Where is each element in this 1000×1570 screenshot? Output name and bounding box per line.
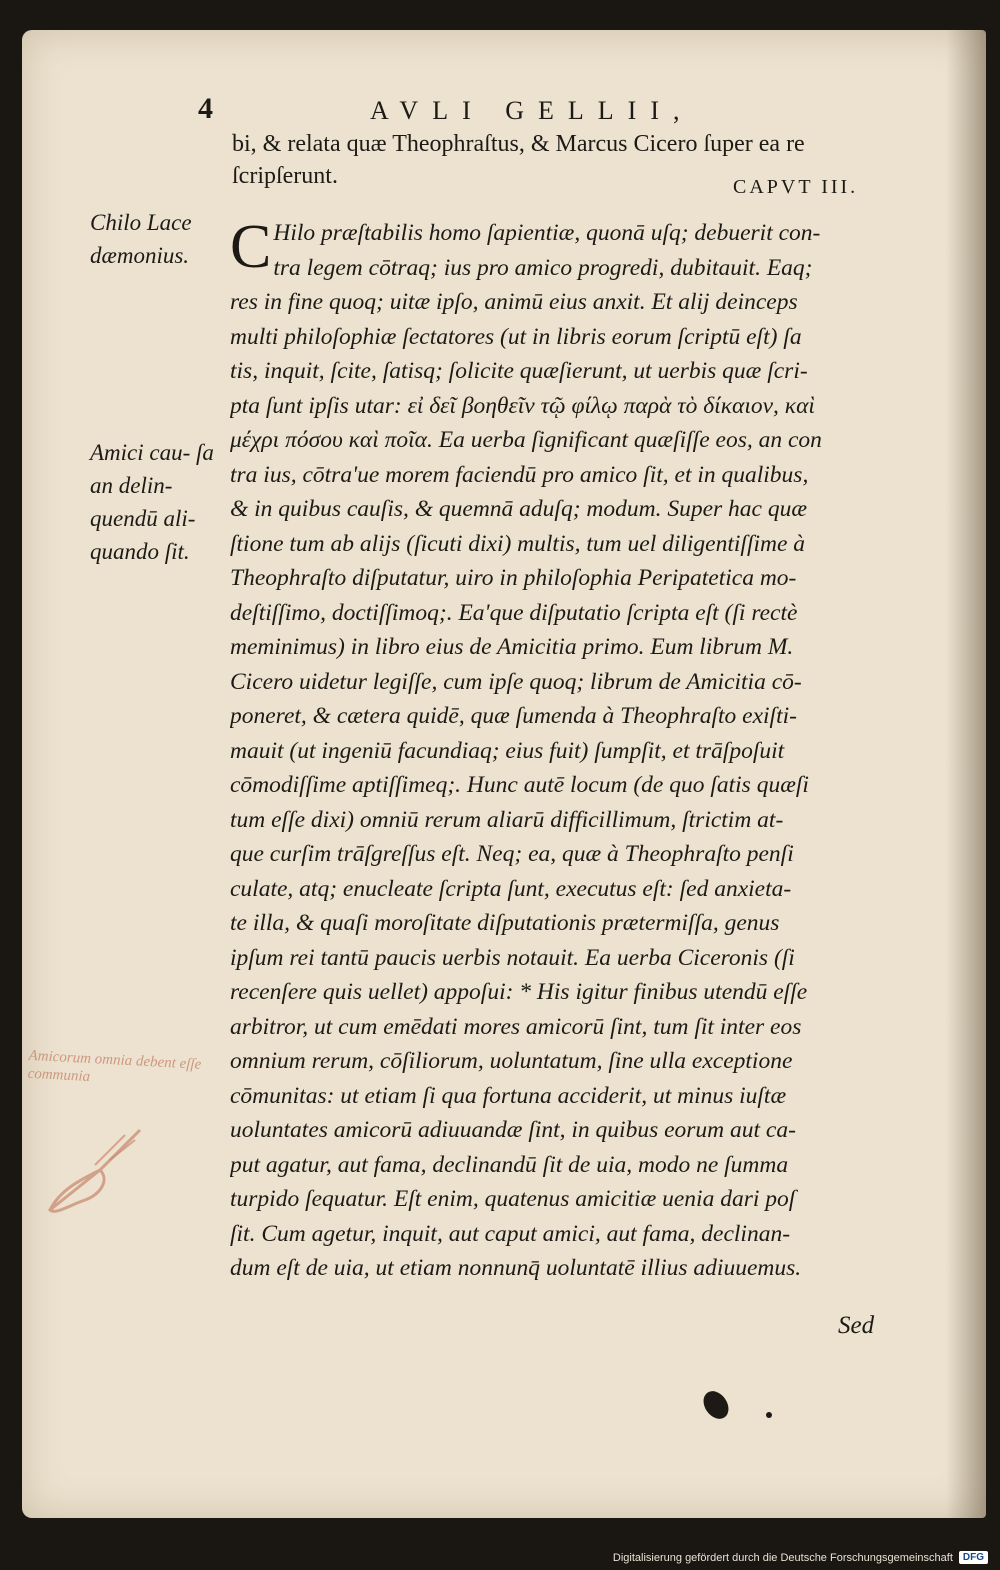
body-line: tra legem cōtraq; ius pro amico progredi, dubitauit. Eaq; [273,254,813,281]
chapter-heading: CAPVT III. [733,176,859,198]
body-line: deſtiſſimo, doctiſſimoq;. Ea'que diſputatio ſcripta eſt (ſi rectè [230,599,798,626]
margin-note-amici: Amici cau- ſa an delin- quendū ali- quando ſit. [90,440,214,564]
dfg-logo: DFG [959,1551,988,1564]
body-line: put agatur, aut fama, declinandū ſit de uia, modo ne ſumma [230,1151,789,1178]
running-head: AVLI GELLII, [370,96,694,125]
body-line: ſtione tum ab alijs (ſicuti dixi) multis, tum uel diligentiſſime à [230,530,806,557]
body-text [230,213,910,1286]
body-line: μέχρι πόσου καὶ ποῖα. Ea uerba ſignificant quæſiſſe eos, an con [230,427,822,453]
body-line: poneret, & cætera quidē, quæ ſumenda à Theophraſto exiſti- [230,703,797,729]
body-line: mauit (ut ingeniū facundiaq; eius fuit) ſumpſit, et trāſpoſuit [230,737,785,764]
body-line: res in fine quoq; uitæ ipſo, animū eius anxit. Et alij deinceps [230,289,798,315]
footer-text: Digitalisierung gefördert durch die Deutsche Forschungsgemeinschaft [612,1551,953,1564]
body-line: Hilo præſtabilis homo ſapientiæ, quonā uſq; debuerit con- [273,220,821,246]
handwritten-annotation: Amicorum omnia debent eſſe communia [27,1047,202,1086]
body-line: turpido ſequatur. Eſt enim, quatenus amicitiæ uenia dari poſ [230,1186,796,1212]
body-line: ipſum rei tantū paucis uerbis notauit. Ea uerba Ciceronis (ſi [230,944,795,971]
drop-cap: C [230,213,272,281]
body-line: cōmunitas: ut etiam ſi qua fortuna acciderit, ut minus iuſtæ [230,1082,787,1109]
body-line: tis, inquit, ſcite, ſatisq; ſolicite quæſierunt, ut uerbis quæ ſcri- [230,358,808,384]
body-line: meminimus) in libro eius de Amicitia primo. Eum librum M. [230,634,794,660]
body-line: dum eſt de uia, ut etiam nonnunq̄ uoluntatē illius adiuuemus. [230,1255,802,1281]
catchword: Sed [838,1312,875,1339]
ink-dot [766,1412,772,1418]
page-spine-shadow [946,30,986,1518]
body-line: & in quibus cauſis, & quemnā aduſq; modum. Super hac quæ [230,496,808,522]
body-line: tum eſſe dixi) omniū rerum aliarū difficillimum, ſtrictim at- [230,806,784,833]
body-lines [230,213,910,1286]
lead-in-text: bi, & relata quæ Theophraſtus, & Marcus Cicero ſuper ea re ſcripſerunt. [232,131,805,189]
body-line: omnium rerum, cōſiliorum, uoluntatum, ſine ulla exceptione [230,1048,793,1074]
body-line: que curſim trāſgreſſus eſt. Neq; ea, quæ à Theophraſto penſi [230,841,794,867]
body-line: arbitror, ut cum emēdati mores amicorū ſint, tum ſit inter eos [230,1013,802,1040]
body-line: uoluntates amicorū adiuuandæ ſint, in quibus eorum aut ca- [230,1117,796,1143]
body-line: pta ſunt ipſis utar: εἰ δεῖ βοηθεῖν τῷ φίλῳ παρὰ τὸ δίκαιον, καὶ [230,392,815,419]
page-number: 4 [198,92,213,125]
manicule-icon [40,1110,160,1230]
body-line: Theophraſto diſputatur, uiro in philoſophia Peripatetica mo- [230,565,797,591]
body-line: recenſere quis uellet) appoſui: * His igitur finibus utendū eſſe [230,979,808,1005]
margin-note-chilo: Chilo Lace dæmonius. [90,210,192,268]
digitization-footer [613,1551,988,1564]
body-line: cōmodiſſime aptiſſimeq;. Hunc autē locum (de quo ſatis quæſi [230,772,809,798]
body-line: Cicero uidetur legiſſe, cum ipſe quoq; librum de Amicitia cō- [230,668,802,695]
body-line: culate, atq; enucleate ſcripta ſunt, executus eſt: ſed anxieta- [230,875,792,902]
body-line: ſit. Cum agetur, inquit, aut caput amici, aut fama, declinan- [230,1220,791,1247]
body-line: te illa, & quaſi moroſitate diſputationis prætermiſſa, genus [230,910,780,936]
body-line: tra ius, cōtra'ue morem faciendū pro amico ſit, et in qualibus, [230,461,809,488]
body-line: multi philoſophiæ ſectatores (ut in libris eorum ſcriptū eſt) ſa [230,323,802,350]
